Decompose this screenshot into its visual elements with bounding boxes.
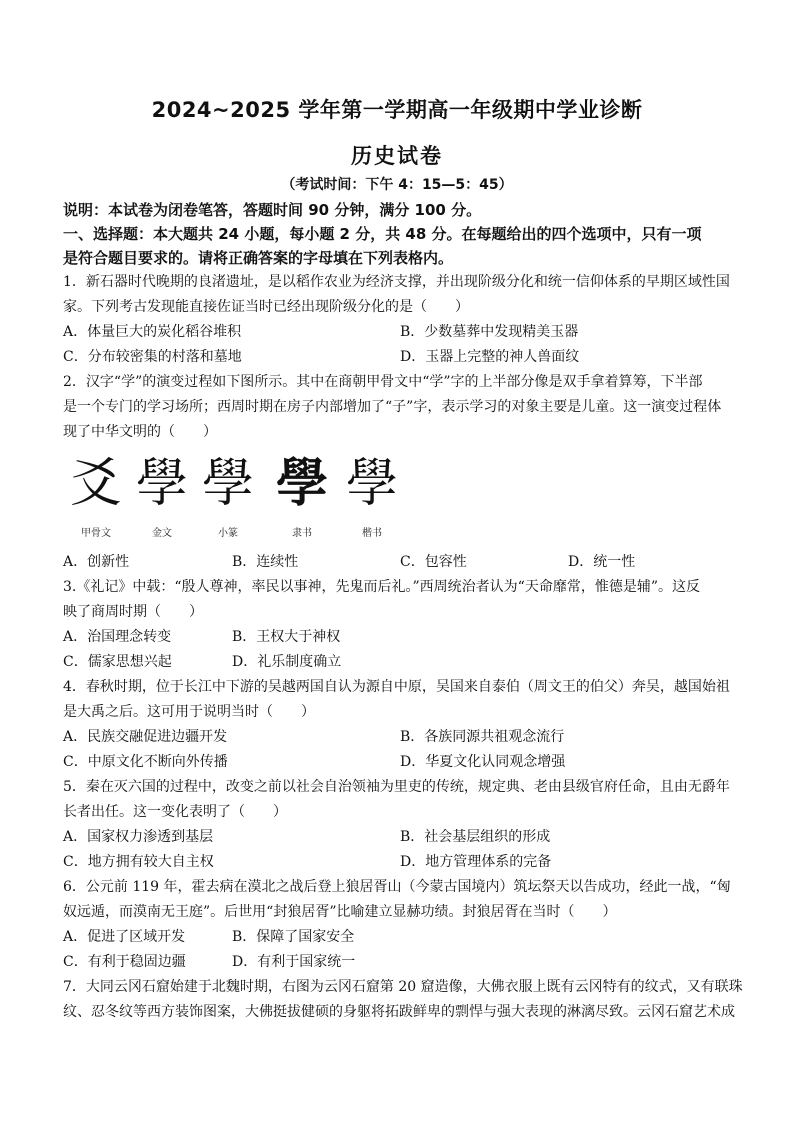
exam-title: 2024~2025 学年第一学期高一年级期中学业诊断 (151, 98, 643, 122)
q2-option-c[interactable]: C．包容性 (400, 554, 467, 570)
character-evolution-figure (64, 452, 400, 544)
subject-title: 历史试卷 (351, 144, 443, 168)
q3-option-c[interactable]: C．儒家思想兴起 (63, 654, 172, 670)
q3-option-d[interactable]: D．礼乐制度确立 (232, 654, 342, 670)
q2-option-a[interactable]: A．创新性 (63, 554, 130, 570)
q4-option-c[interactable]: C．中原文化不断向外传播 (63, 754, 228, 770)
bronze-script-glyph: 學 (135, 454, 188, 514)
q6-option-c[interactable]: C．有利于稳固边疆 (63, 954, 186, 970)
q5-option-c[interactable]: C．地方拥有较大自主权 (63, 854, 214, 870)
q3-stem-line1: 3.《礼记》中载：“殷人尊神，率民以事神，先鬼而后礼。”西周统治者认为“天命靡常，惟德是辅”。这反 (63, 579, 700, 595)
q2-stem-line1: 2．汉字“学”的演变过程如下图所示。其中在商朝甲骨文中“学”字的上半部分像是双手拿着算筹，下半部 (63, 374, 703, 390)
q3-option-a[interactable]: A．治国理念转变 (63, 629, 172, 645)
section-heading-line1: 一、选择题：本大题共 24 小题，每小题 2 分，共 48 分。在每题给出的四个选项中，只有一项 (63, 225, 702, 243)
q4-stem-line2: 是大禹之后。这可用于说明当时（ ） (63, 704, 315, 720)
q5-option-a[interactable]: A．国家权力渗透到基层 (63, 829, 214, 845)
q6-option-d[interactable]: D．有利于国家统一 (232, 954, 356, 970)
q2-stem-line2: 是一个专门的学习场所；西周时期在房子内部增加了“子”字，表示学习的对象主要是儿童。这一演变过程体 (63, 399, 722, 415)
label-regular-script: 楷书 (362, 528, 382, 539)
regular-script-glyph: 學 (345, 454, 398, 514)
q4-option-b[interactable]: B．各族同源共祖观念流行 (400, 729, 565, 745)
q1-option-c[interactable]: C．分布较密集的村落和墓地 (63, 349, 242, 365)
q1-stem-line1: 1．新石器时代晚期的良渚遗址，是以稻作农业为经济支撑，并出现阶级分化和统一信仰体系的早期区域性国 (63, 274, 730, 290)
label-oracle-bone: 甲骨文 (81, 528, 111, 539)
q1-option-d[interactable]: D．玉器上完整的神人兽面纹 (400, 349, 580, 365)
label-clerical-script: 隶书 (292, 528, 312, 539)
exam-time: （考试时间：下午 4：15—5：45） (281, 177, 513, 193)
q3-stem-line2: 映了商周时期（ ） (63, 604, 203, 620)
q2-stem-line3: 现了中华文明的（ ） (63, 424, 217, 440)
q5-option-d[interactable]: D．地方管理体系的完备 (400, 854, 552, 870)
q2-option-b[interactable]: B．连续性 (232, 554, 299, 570)
q6-stem-line1: 6．公元前 119 年，霍去病在漠北之战后登上狼居胥山（今蒙古国境内）筑坛祭天以告成功，经此一战，“匈 (63, 879, 731, 895)
q6-option-b[interactable]: B．保障了国家安全 (232, 929, 355, 945)
q1-stem-line2: 家。下列考古发现能直接佐证当时已经出现阶级分化的是（ ） (63, 299, 469, 315)
small-seal-glyph: 學 (201, 454, 254, 514)
q1-option-a[interactable]: A．体量巨大的炭化稻谷堆积 (63, 324, 242, 340)
q6-stem-line2: 奴远遁，而漠南无王庭”。后世用“封狼居胥”比喻建立显赫功绩。封狼居胥在当时（ ） (63, 904, 617, 920)
q2-option-d[interactable]: D．统一性 (568, 554, 636, 570)
q5-stem-line1: 5．秦在灭六国的过程中，改变之前以社会自治领袖为里吏的传统，规定典、老由县级官府任命，且由无爵年 (63, 779, 730, 795)
q4-option-a[interactable]: A．民族交融促进边疆开发 (63, 729, 228, 745)
q4-stem-line1: 4．春秋时期，位于长江中下游的吴越两国自认为源自中原，吴国来自泰伯（周文王的伯父）奔吴，越国始祖 (63, 679, 730, 695)
q7-stem-line1: 7．大同云冈石窟始建于北魏时期，右图为云冈石窟第 20 窟造像，大佛衣服上既有云冈特有的纹式，又有联珠 (63, 979, 743, 995)
clerical-script-glyph: 學 (275, 453, 328, 514)
q1-option-b[interactable]: B．少数墓葬中发现精美玉器 (400, 324, 579, 340)
label-small-seal: 小篆 (218, 528, 238, 539)
q3-option-b[interactable]: B．王权大于神权 (232, 629, 341, 645)
q6-option-a[interactable]: A．促进了区域开发 (63, 929, 186, 945)
q4-option-d[interactable]: D．华夏文化认同观念增强 (400, 754, 566, 770)
section-heading-line2: 是符合题目要求的。请将正确答案的字母填在下列表格内。 (63, 249, 454, 267)
exam-note: 说明：本试卷为闭卷笔答，答题时间 90 分钟，满分 100 分。 (63, 201, 482, 219)
q5-option-b[interactable]: B．社会基层组织的形成 (400, 829, 551, 845)
oracle-bone-glyph: 爻 (69, 454, 122, 514)
label-bronze-script: 金文 (152, 528, 172, 539)
q5-stem-line2: 长者出任。这一变化表明了（ ） (63, 804, 287, 820)
q7-stem-line2: 纹、忍冬纹等西方装饰图案，大佛挺拔健硕的身躯将拓跋鲜卑的剽悍与强大表现的淋漓尽致。云冈石窟艺术成 (63, 1004, 735, 1020)
